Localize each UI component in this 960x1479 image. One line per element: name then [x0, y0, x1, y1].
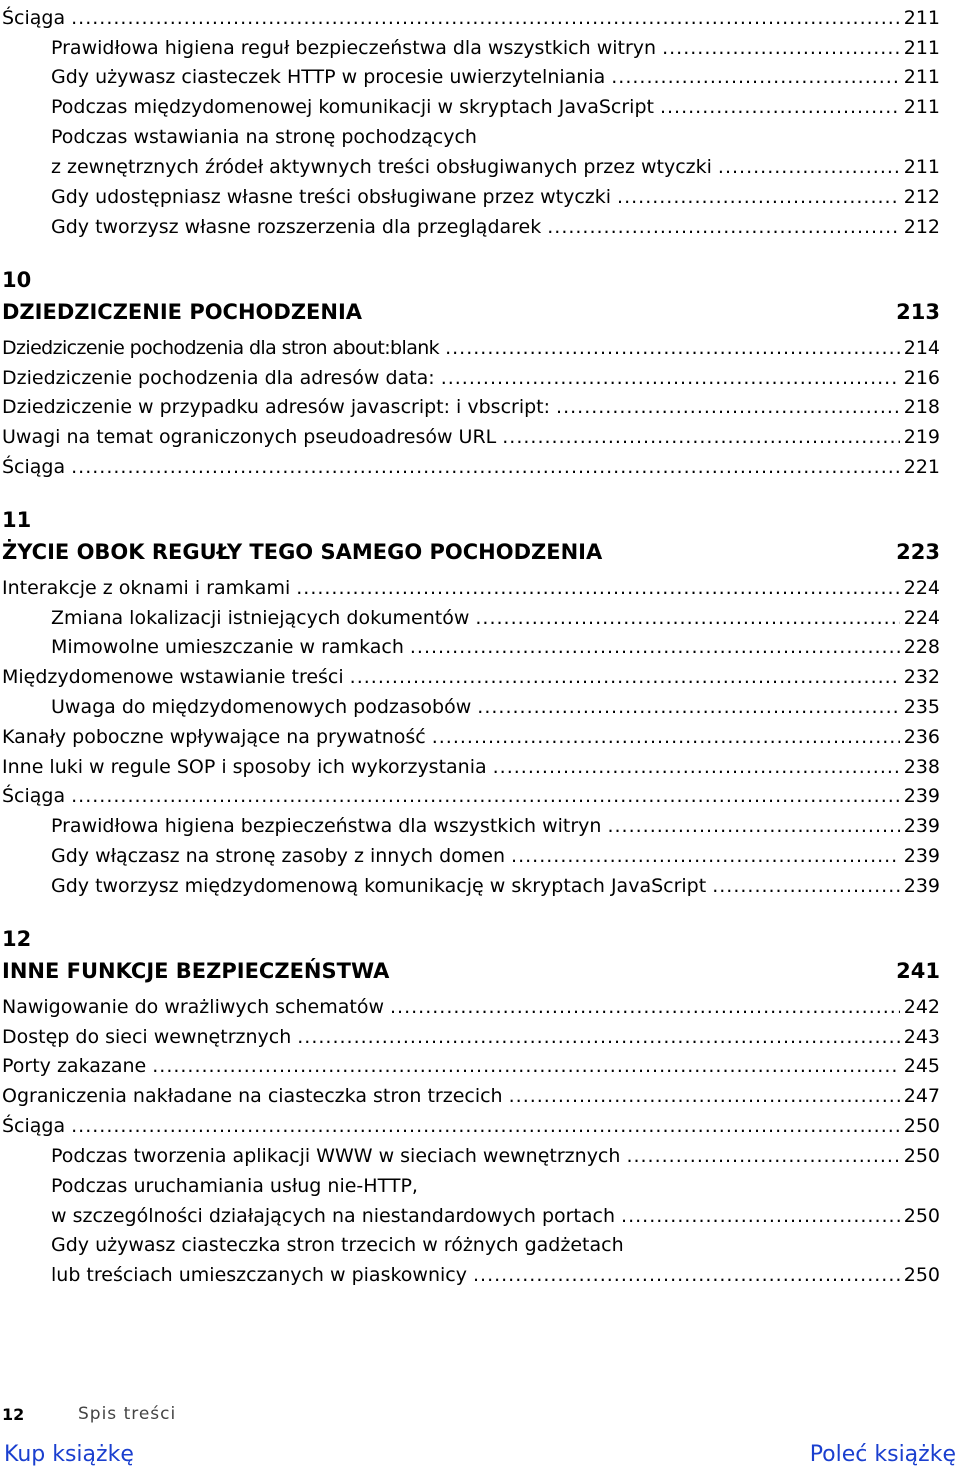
chapter-number: 10	[2, 268, 32, 292]
leader-dots	[607, 811, 899, 841]
toc-entry	[0, 632, 940, 662]
toc-entry-page: 239	[903, 845, 940, 867]
leader-dots	[626, 1141, 899, 1171]
toc-entry-title: Gdy tworzysz własne rozszerzenia dla przeglądarek	[51, 216, 542, 238]
leader-dots	[477, 692, 899, 722]
leader-dots	[71, 1111, 900, 1141]
toc-entry-page: 211	[903, 7, 940, 29]
toc-entry	[0, 841, 940, 871]
chapter-page: 213	[896, 300, 940, 324]
toc-entry	[0, 1260, 940, 1290]
chapter-heading	[2, 956, 940, 986]
leader-dots	[712, 871, 900, 901]
toc-entry-page: 228	[903, 636, 940, 658]
leader-dots	[511, 841, 900, 871]
toc-entry-page: 245	[903, 1055, 940, 1077]
toc-entry-title: Gdy używasz ciasteczek HTTP w procesie uwierzytelniania	[51, 66, 606, 88]
toc-entry	[0, 1022, 940, 1052]
leader-dots	[621, 1201, 900, 1231]
toc-entry-title: Interakcje z oknami i ramkami	[2, 577, 291, 599]
toc-entry	[0, 422, 940, 452]
toc-entry-title: Gdy udostępniasz własne treści obsługiwane przez wtyczki	[51, 186, 612, 208]
toc-entry	[0, 452, 940, 482]
toc-entry	[0, 363, 940, 393]
chapter-title: INNE FUNKCJE BEZPIECZEŃSTWA	[2, 959, 390, 983]
toc-entry	[0, 1081, 940, 1111]
buy-book-link[interactable]: Kup książkę	[4, 1442, 134, 1467]
toc-entry-title-first-line: Podczas uruchamiania usług nie-HTTP,	[51, 1175, 418, 1197]
leader-dots	[71, 3, 900, 33]
toc-entry-title: z zewnętrznych źródeł aktywnych treści obsługiwanych przez wtyczki	[51, 156, 712, 178]
toc-entry-title: Podczas tworzenia aplikacji WWW w sieciach wewnętrznych	[51, 1145, 621, 1167]
leader-dots	[509, 1081, 900, 1111]
toc-entry-title: Ściąga	[2, 7, 66, 29]
toc-entry	[0, 1111, 940, 1141]
toc-entry	[0, 722, 940, 752]
toc-entry	[0, 662, 940, 692]
footer-section-title: Spis treści	[78, 1404, 177, 1424]
leader-dots	[71, 781, 900, 811]
toc-entry	[0, 871, 940, 901]
toc-entry-page: 218	[903, 396, 940, 418]
leader-dots	[350, 662, 900, 692]
toc-entry	[0, 573, 940, 603]
toc-entry	[0, 811, 940, 841]
toc-entry-page: 211	[903, 156, 940, 178]
toc-entry-page: 239	[903, 785, 940, 807]
leader-dots	[297, 1022, 899, 1052]
leader-dots	[296, 573, 900, 603]
toc-entry	[0, 333, 940, 363]
toc-entry	[0, 62, 940, 92]
toc-entry	[0, 992, 940, 1022]
toc-entry-page: 242	[903, 996, 940, 1018]
toc-entry	[0, 603, 940, 633]
chapter-title: DZIEDZICZENIE POCHODZENIA	[2, 300, 363, 324]
toc-entry-title: Kanały poboczne wpływające na prywatność	[2, 726, 426, 748]
toc-entry-page: 221	[903, 456, 940, 478]
toc-entry-title: Porty zakazane	[2, 1055, 147, 1077]
toc-entry-title: Prawidłowa higiena reguł bezpieczeństwa dla wszystkich witryn	[51, 37, 657, 59]
toc-entry	[0, 781, 940, 811]
leader-dots	[473, 1260, 900, 1290]
leader-dots	[152, 1051, 900, 1081]
toc-entry-title-first-line: Gdy używasz ciasteczka stron trzecich w różnych gadżetach	[51, 1234, 624, 1256]
toc-entry	[0, 212, 940, 242]
toc-entry-title: lub treściach umieszczanych w piaskownicy	[51, 1264, 467, 1286]
toc-entry-title: Gdy tworzysz międzydomenową komunikację w skryptach JavaScript	[51, 875, 707, 897]
toc-entry-page: 211	[903, 37, 940, 59]
leader-dots	[547, 212, 900, 242]
recommend-book-link[interactable]: Poleć książkę	[809, 1442, 956, 1467]
toc-entry	[0, 1141, 940, 1171]
toc-entry	[0, 1051, 940, 1081]
leader-dots	[611, 62, 899, 92]
toc-entry-title: Mimowolne umieszczanie w ramkach	[51, 636, 404, 658]
toc-entry	[0, 3, 940, 33]
toc-entry-page: 239	[903, 815, 940, 837]
toc-entry	[0, 33, 940, 63]
leader-dots	[432, 722, 900, 752]
toc-entry-page: 214	[903, 337, 940, 359]
chapter-number: 12	[2, 927, 32, 951]
toc-entry-title: Dziedziczenie w przypadku adresów javascript: i vbscript:	[2, 396, 551, 418]
toc-entry-page: 238	[903, 756, 940, 778]
leader-dots	[662, 33, 900, 63]
toc-entry-page: 219	[903, 426, 940, 448]
toc-entry-page: 235	[903, 696, 940, 718]
toc-entry-title: Ściąga	[2, 456, 66, 478]
toc-entry-page: 212	[903, 216, 940, 238]
toc-entry	[0, 392, 940, 422]
toc-entry-page: 232	[903, 666, 940, 688]
toc-entry	[0, 92, 940, 122]
toc-entry-page: 243	[903, 1026, 940, 1048]
leader-dots	[660, 92, 900, 122]
toc-entry-title-first-line: Podczas wstawiania na stronę pochodzących	[51, 126, 477, 148]
chapter-page: 241	[896, 959, 940, 983]
leader-dots	[445, 333, 900, 363]
leader-dots	[390, 992, 900, 1022]
toc-entry-title: w szczególności działających na niestandardowych portach	[51, 1205, 616, 1227]
toc-entry	[0, 1201, 940, 1231]
toc-entry	[0, 692, 940, 722]
toc-entry-title: Gdy włączasz na stronę zasoby z innych domen	[51, 845, 506, 867]
toc-entry-title: Dziedziczenie pochodzenia dla adresów data:	[2, 367, 435, 389]
chapter-page: 223	[896, 540, 940, 564]
toc-entry-title: Ograniczenia nakładane na ciasteczka stron trzecich	[2, 1085, 503, 1107]
chapter-heading	[2, 537, 940, 567]
chapter-title: ŻYCIE OBOK REGUŁY TEGO SAMEGO POCHODZENIA	[2, 540, 603, 564]
toc-entry-page: 211	[903, 96, 940, 118]
toc-entry-title: Międzydomenowe wstawianie treści	[2, 666, 344, 688]
toc-entry-title: Dostęp do sieci wewnętrznych	[2, 1026, 292, 1048]
toc-entry	[0, 152, 940, 182]
toc-entry-page: 250	[903, 1264, 940, 1286]
toc-entry-title: Ściąga	[2, 785, 66, 807]
toc-entry	[0, 752, 940, 782]
leader-dots	[493, 752, 900, 782]
leader-dots	[71, 452, 900, 482]
toc-entry-page: 250	[903, 1115, 940, 1137]
leader-dots	[502, 422, 899, 452]
toc-entry-title: Nawigowanie do wrażliwych schematów	[2, 996, 384, 1018]
leader-dots	[441, 363, 900, 393]
toc-entry-page: 236	[903, 726, 940, 748]
toc-entry-title: Inne luki w regule SOP i sposoby ich wykorzystania	[2, 756, 487, 778]
leader-dots	[718, 152, 900, 182]
leader-dots	[617, 182, 900, 212]
toc-entry	[0, 182, 940, 212]
toc-entry-page: 239	[903, 875, 940, 897]
toc-entry-page: 211	[903, 66, 940, 88]
chapter-number: 11	[2, 508, 32, 532]
toc-entry-title: Prawidłowa higiena bezpieczeństwa dla wszystkich witryn	[51, 815, 602, 837]
toc-entry-page: 216	[903, 367, 940, 389]
footer-page-number: 12	[2, 1405, 25, 1424]
toc-entry-title: Uwaga do międzydomenowych podzasobów	[51, 696, 472, 718]
toc-entry-page: 224	[903, 607, 940, 629]
leader-dots	[475, 603, 899, 633]
chapter-heading	[2, 297, 940, 327]
toc-entry-page: 212	[903, 186, 940, 208]
leader-dots	[556, 392, 900, 422]
toc-entry-title: Uwagi na temat ograniczonych pseudoadresów URL	[2, 426, 497, 448]
toc-entry-page: 250	[903, 1145, 940, 1167]
toc-entry-title: Dziedziczenie pochodzenia dla stron about:blank	[2, 337, 440, 359]
toc-entry-page: 224	[903, 577, 940, 599]
toc-entry-title: Zmiana lokalizacji istniejących dokumentów	[51, 607, 470, 629]
toc-entry-title: Ściąga	[2, 1115, 66, 1137]
toc-entry-page: 250	[903, 1205, 940, 1227]
toc-entry-page: 247	[903, 1085, 940, 1107]
leader-dots	[410, 632, 900, 662]
toc-entry-title: Podczas międzydomenowej komunikacji w skryptach JavaScript	[51, 96, 654, 118]
